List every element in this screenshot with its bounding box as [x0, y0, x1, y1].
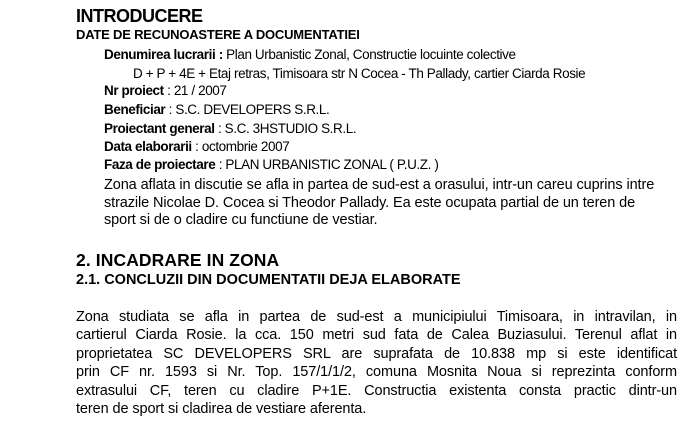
paragraph-intro: Zona aflata in discutie se afla in partea de sud-est a orasului, intr-un careu cuprins intre strazile Nicolae D. Cocea si Theodor Pallady. Ea este ocupata partial de un teren de sport si de o cladire cu functiune de vestiar.	[104, 177, 655, 229]
field-beneficiar	[104, 102, 329, 117]
body-line: Zona studiata se afla in partea de sud-est a municipiului Timisoara, in intravilan, in	[76, 309, 677, 325]
heading-introducere: INTRODUCERE	[76, 6, 203, 26]
field-nr-proiect-label: Nr proiect	[104, 83, 164, 98]
field-denumirea-value-line2: D + P + 4E + Etaj retras, Timisoara str N Cocea - Th Pallady, cartier Ciarda Rosie	[133, 66, 586, 81]
field-faza-proiectare	[104, 157, 438, 172]
section-2-1-body	[76, 308, 677, 418]
body-line: teren de sport si cladirea de vestiare aferenta.	[76, 401, 367, 418]
field-data-label: Data elaborarii	[104, 139, 192, 154]
body-line: extrasului CF, teren cu cladire P+1E. Constructia existenta consta practic dintr-un	[76, 382, 677, 399]
field-denumirea-value: Plan Urbanistic Zonal, Constructie locuinte colective	[226, 47, 516, 62]
field-beneficiar-label: Beneficiar	[104, 102, 166, 117]
field-faza-label: Faza de proiectare	[104, 157, 216, 172]
field-faza-value: : PLAN URBANISTIC ZONAL ( P.U.Z. )	[218, 157, 439, 172]
field-denumirea-label: Denumirea lucrarii :	[104, 47, 223, 62]
field-proiectant-value: : S.C. 3HSTUDIO S.R.L.	[217, 121, 357, 136]
field-data-value: : octombrie 2007	[195, 139, 290, 154]
field-nr-proiect	[104, 83, 227, 98]
body-line: cartierul Ciarda Rosie. la cca. 150 metri sud fata de Calea Buziasului. Terenul aflat in	[76, 327, 677, 344]
heading-section-2-1: 2.1. CONCLUZII DIN DOCUMENTATII DEJA ELABORATE	[76, 272, 461, 288]
field-data-elaborarii	[104, 139, 289, 154]
field-nr-proiect-value: : 21 / 2007	[167, 83, 227, 98]
heading-section-2: 2. INCADRARE IN ZONA	[76, 250, 280, 270]
heading-date-recunoastere: DATE DE RECUNOASTERE A DOCUMENTATIEI	[76, 27, 360, 42]
body-line: proprietatea SC DEVELOPERS SRL are suprafata de 10.838 mp si este identificat	[76, 345, 677, 362]
body-line: prin CF nr. 1593 si Nr. Top. 157/1/1/2, comuna Mosnita Noua si reprezinta conform	[76, 364, 677, 381]
field-proiectant-label: Proiectant general	[104, 121, 215, 136]
field-proiectant	[104, 121, 356, 136]
field-beneficiar-value: : S.C. DEVELOPERS S.R.L.	[168, 102, 330, 117]
field-denumirea	[104, 47, 516, 62]
